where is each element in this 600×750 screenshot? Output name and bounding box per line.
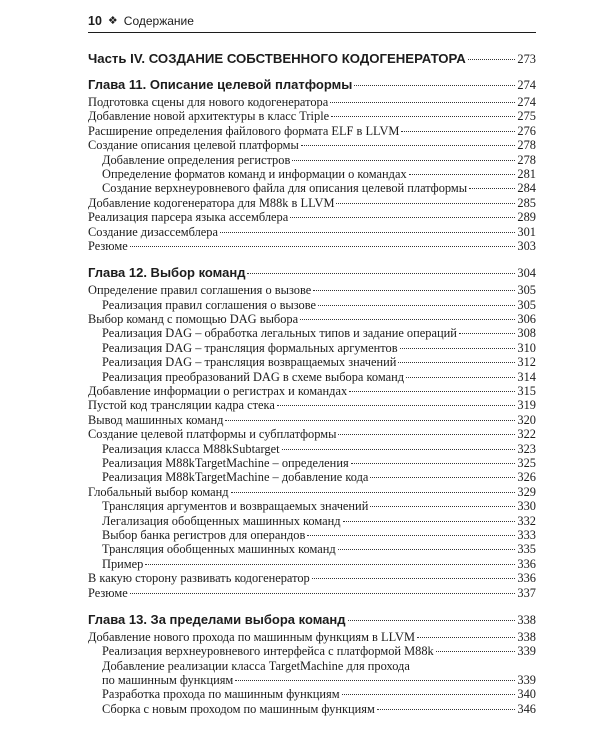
toc-entry-page: 319 xyxy=(517,398,536,413)
toc-entry-page: 336 xyxy=(517,556,536,571)
toc-entry-page: 340 xyxy=(517,687,536,702)
dot-leader xyxy=(348,620,516,621)
dot-leader xyxy=(277,405,516,406)
toc-entry-page: 284 xyxy=(517,181,536,196)
toc-entry-title: Глава 11. Описание целевой платформы xyxy=(88,77,353,92)
toc-section[interactable] xyxy=(88,210,536,224)
toc-entry-title: Определение правил соглашения о вызове xyxy=(88,283,312,298)
toc-section[interactable] xyxy=(88,225,536,239)
toc-entry-title: Вывод машинных команд xyxy=(88,412,224,427)
toc-entry-title: Выбор банка регистров для операндов xyxy=(102,527,306,542)
toc-entry-page: 338 xyxy=(517,629,536,644)
toc-entry-title: Реализация M88kTargetMachine – добавление кода xyxy=(102,470,369,485)
dot-leader xyxy=(330,102,515,103)
dot-leader xyxy=(336,203,515,204)
toc-entry-page: 320 xyxy=(517,412,536,427)
dot-leader xyxy=(468,59,516,60)
toc-subsection[interactable] xyxy=(88,470,536,484)
toc-entry-page: 335 xyxy=(517,542,536,557)
toc-entry-page: 305 xyxy=(517,283,536,298)
toc-subsection[interactable] xyxy=(88,355,536,369)
toc-entry-title: Добавление реализации класса TargetMachine для прохода xyxy=(102,658,410,673)
toc-part[interactable] xyxy=(88,51,536,67)
toc-section[interactable] xyxy=(88,384,536,398)
dot-leader xyxy=(398,362,515,363)
toc-entry-title: Создание целевой платформы и субплатформы xyxy=(88,427,337,442)
toc-entry-title: Трансляция аргументов и возвращаемых значений xyxy=(102,499,369,514)
toc-entry-page: 314 xyxy=(517,369,536,384)
dot-leader xyxy=(406,377,515,378)
toc-section[interactable] xyxy=(88,485,536,499)
toc-section[interactable] xyxy=(88,413,536,427)
toc-subsection[interactable] xyxy=(88,153,536,167)
toc-entry-page: 329 xyxy=(517,484,536,499)
toc-entry-title: Добавление кодогенератора для M88k в LLVM xyxy=(88,195,335,210)
toc-entry-page: 312 xyxy=(517,355,536,370)
toc-entry-page: 274 xyxy=(517,78,536,92)
dot-leader xyxy=(292,160,515,161)
toc-entry-title: Резюме xyxy=(88,238,128,253)
toc-subsection[interactable] xyxy=(88,702,536,716)
toc-entry-title: Реализация правил соглашения о вызове xyxy=(102,297,317,312)
toc-entry-title: Пустой код трансляции кадра стека xyxy=(88,398,275,413)
toc-entry-page: 322 xyxy=(517,427,536,442)
dot-leader xyxy=(469,188,515,189)
toc-entry-page: 275 xyxy=(517,109,536,124)
toc-entry-title: Глава 12. Выбор команд xyxy=(88,265,246,281)
dot-leader xyxy=(231,492,516,493)
dot-leader xyxy=(459,333,516,334)
toc-subsection[interactable] xyxy=(88,326,536,340)
dot-leader xyxy=(318,305,515,306)
toc-entry-page: 330 xyxy=(517,499,536,514)
toc-entry-page: 301 xyxy=(517,224,536,239)
toc-subsection[interactable] xyxy=(88,341,536,355)
toc-entry-page: 325 xyxy=(517,455,536,470)
toc-entry-title: Реализация преобразований DAG в схеме выбора команд xyxy=(102,369,405,384)
toc-entry-page: 326 xyxy=(517,470,536,485)
dot-leader xyxy=(370,506,515,507)
dot-leader xyxy=(338,549,516,550)
toc-subsection[interactable] xyxy=(88,557,536,571)
toc-section[interactable] xyxy=(88,283,536,297)
toc-entry-page: 332 xyxy=(517,513,536,528)
toc-entry-page: 339 xyxy=(517,673,536,688)
toc-entry-title: Добавление информации о регистрах и командах xyxy=(88,384,348,399)
running-head xyxy=(88,12,536,30)
toc-entry-page: 278 xyxy=(517,138,536,153)
dot-leader xyxy=(290,217,515,218)
dot-leader xyxy=(417,637,515,638)
dot-leader xyxy=(409,174,516,175)
toc-entry-title: Добавление нового прохода по машинным функциям в LLVM xyxy=(88,629,415,644)
toc-entry-page: 303 xyxy=(517,238,536,253)
dot-leader xyxy=(370,477,515,478)
toc-entry-page: 339 xyxy=(517,644,536,659)
toc-entry-page: 273 xyxy=(517,52,536,66)
toc-entry-title: Резюме xyxy=(88,585,128,600)
toc-entry-page: 310 xyxy=(517,340,536,355)
toc-entry-title: Реализация класса M88kSubtarget xyxy=(102,441,280,456)
ornament-icon: ❖ xyxy=(107,15,118,27)
toc-subsection[interactable] xyxy=(88,167,536,181)
dot-leader xyxy=(247,273,515,274)
toc-section[interactable] xyxy=(88,138,536,152)
page-number: 10 xyxy=(88,14,102,28)
toc-subsection-continued[interactable] xyxy=(88,673,536,687)
toc-chapter[interactable] xyxy=(88,265,536,281)
toc-subsection[interactable] xyxy=(88,181,536,195)
dot-leader xyxy=(225,420,515,421)
toc-section[interactable] xyxy=(88,630,536,644)
dot-leader xyxy=(342,694,516,695)
toc-section[interactable] xyxy=(88,312,536,326)
toc-entry-page: 323 xyxy=(517,441,536,456)
dot-leader xyxy=(130,246,516,247)
toc-entry-title: Легализация обобщенных машинных команд xyxy=(102,513,341,528)
toc-entry-page: 274 xyxy=(517,95,536,109)
section-title: Содержание xyxy=(123,14,194,28)
toc-entry-title: по машинным функциям xyxy=(102,673,234,688)
toc-entry-page: 308 xyxy=(517,326,536,341)
dot-leader xyxy=(338,434,515,435)
toc-entry-title: Глобальный выбор команд xyxy=(88,484,229,499)
toc-section[interactable] xyxy=(88,109,536,123)
toc-subsection[interactable] xyxy=(88,514,536,528)
toc-entry-title: Реализация M88kTargetMachine – определения xyxy=(102,455,349,470)
toc-subsection[interactable] xyxy=(88,370,536,384)
toc-entry-title: Реализация DAG – трансляция формальных аргументов xyxy=(102,340,398,355)
dot-leader xyxy=(349,391,515,392)
dot-leader xyxy=(307,535,515,536)
toc-entry-title: Добавление определения регистров xyxy=(102,152,291,167)
dot-leader xyxy=(220,232,515,233)
toc-entry-page: 333 xyxy=(517,527,536,542)
toc-entry-page: 285 xyxy=(517,195,536,210)
toc-section[interactable] xyxy=(88,427,536,441)
toc-entry-title: Сборка с новым проходом по машинным функциям xyxy=(102,701,375,716)
dot-leader xyxy=(282,449,516,450)
dot-leader xyxy=(145,564,515,565)
dot-leader xyxy=(130,593,516,594)
toc-subsection[interactable] xyxy=(88,499,536,513)
toc-entry-title: Часть IV. СОЗДАНИЕ СОБСТВЕННОГО КОДОГЕНЕРАТОРА xyxy=(88,51,466,66)
toc-entry-page: 306 xyxy=(517,312,536,327)
toc-section[interactable] xyxy=(88,196,536,210)
toc-subsection[interactable] xyxy=(88,687,536,701)
toc-section[interactable] xyxy=(88,398,536,412)
toc-entry-title: Реализация парсера языка ассемблера xyxy=(88,210,289,225)
toc-subsection[interactable] xyxy=(88,644,536,658)
toc-entry-page: 289 xyxy=(517,210,536,225)
toc-subsection[interactable] xyxy=(88,442,536,456)
toc-page xyxy=(88,12,536,716)
dot-leader xyxy=(312,578,516,579)
toc-entry-page: 315 xyxy=(517,384,536,399)
toc-subsection[interactable] xyxy=(88,659,536,673)
dot-leader xyxy=(301,145,516,146)
toc-entry-title: Пример xyxy=(102,556,144,571)
toc-section[interactable] xyxy=(88,95,536,109)
toc-entry-title: Расширение определения файлового формата ELF в LLVM xyxy=(88,123,400,138)
toc-entry-page: 278 xyxy=(517,152,536,167)
toc-entry-title: Реализация верхнеуровневого интерфейса с платформой M88k xyxy=(102,644,434,659)
toc-entry-title: Создание описания целевой платформы xyxy=(88,138,299,153)
toc-chapter[interactable] xyxy=(88,77,536,93)
toc-entry-title: Определение форматов команд и информации о командах xyxy=(102,166,407,181)
header-rule xyxy=(88,32,536,33)
toc-subsection[interactable] xyxy=(88,542,536,556)
dot-leader xyxy=(235,680,515,681)
toc-entry-title: Глава 13. За пределами выбора команд xyxy=(88,611,346,627)
toc-entry-title: Реализация DAG – трансляция возвращаемых значений xyxy=(102,355,397,370)
dot-leader xyxy=(401,131,515,132)
toc-entry-title: Подготовка сцены для нового кодогенератора xyxy=(88,95,329,109)
toc-subsection[interactable] xyxy=(88,456,536,470)
toc-entry-title: Выбор команд с помощью DAG выбора xyxy=(88,312,299,327)
toc-entry-title: Трансляция обобщенных машинных команд xyxy=(102,542,336,557)
toc-entry-page: 305 xyxy=(517,297,536,312)
toc-entry-page: 346 xyxy=(517,701,536,716)
toc-chapter[interactable] xyxy=(88,612,536,628)
toc-entry-page: 304 xyxy=(517,266,536,281)
toc-entry-page: 281 xyxy=(517,166,536,181)
toc-entry-title: Добавление новой архитектуры в класс Triple xyxy=(88,109,330,124)
dot-leader xyxy=(354,85,515,86)
toc-section[interactable] xyxy=(88,239,536,253)
toc-entry-title: Создание дизассемблера xyxy=(88,224,218,239)
toc-section[interactable] xyxy=(88,586,536,600)
toc-entry-page: 337 xyxy=(517,585,536,600)
toc-entry-page: 338 xyxy=(517,612,536,627)
toc-subsection[interactable] xyxy=(88,528,536,542)
toc-entry-title: В какую сторону развивать кодогенератор xyxy=(88,571,310,586)
toc-entry-title: Разработка прохода по машинным функциям xyxy=(102,687,340,702)
toc-entry-page: 276 xyxy=(517,123,536,138)
dot-leader xyxy=(351,463,516,464)
toc-entry-title: Создание верхнеуровневого файла для описания целевой платформы xyxy=(102,181,468,196)
table-of-contents xyxy=(88,51,536,716)
dot-leader xyxy=(436,651,516,652)
dot-leader xyxy=(300,319,515,320)
toc-subsection[interactable] xyxy=(88,298,536,312)
dot-leader xyxy=(313,290,515,291)
dot-leader xyxy=(377,709,516,710)
toc-section[interactable] xyxy=(88,124,536,138)
toc-entry-title: Реализация DAG – обработка легальных типов и задание операций xyxy=(102,326,457,341)
dot-leader xyxy=(343,521,516,522)
dot-leader xyxy=(331,116,515,117)
dot-leader xyxy=(400,348,516,349)
toc-section[interactable] xyxy=(88,571,536,585)
toc-entry-page: 336 xyxy=(517,571,536,586)
